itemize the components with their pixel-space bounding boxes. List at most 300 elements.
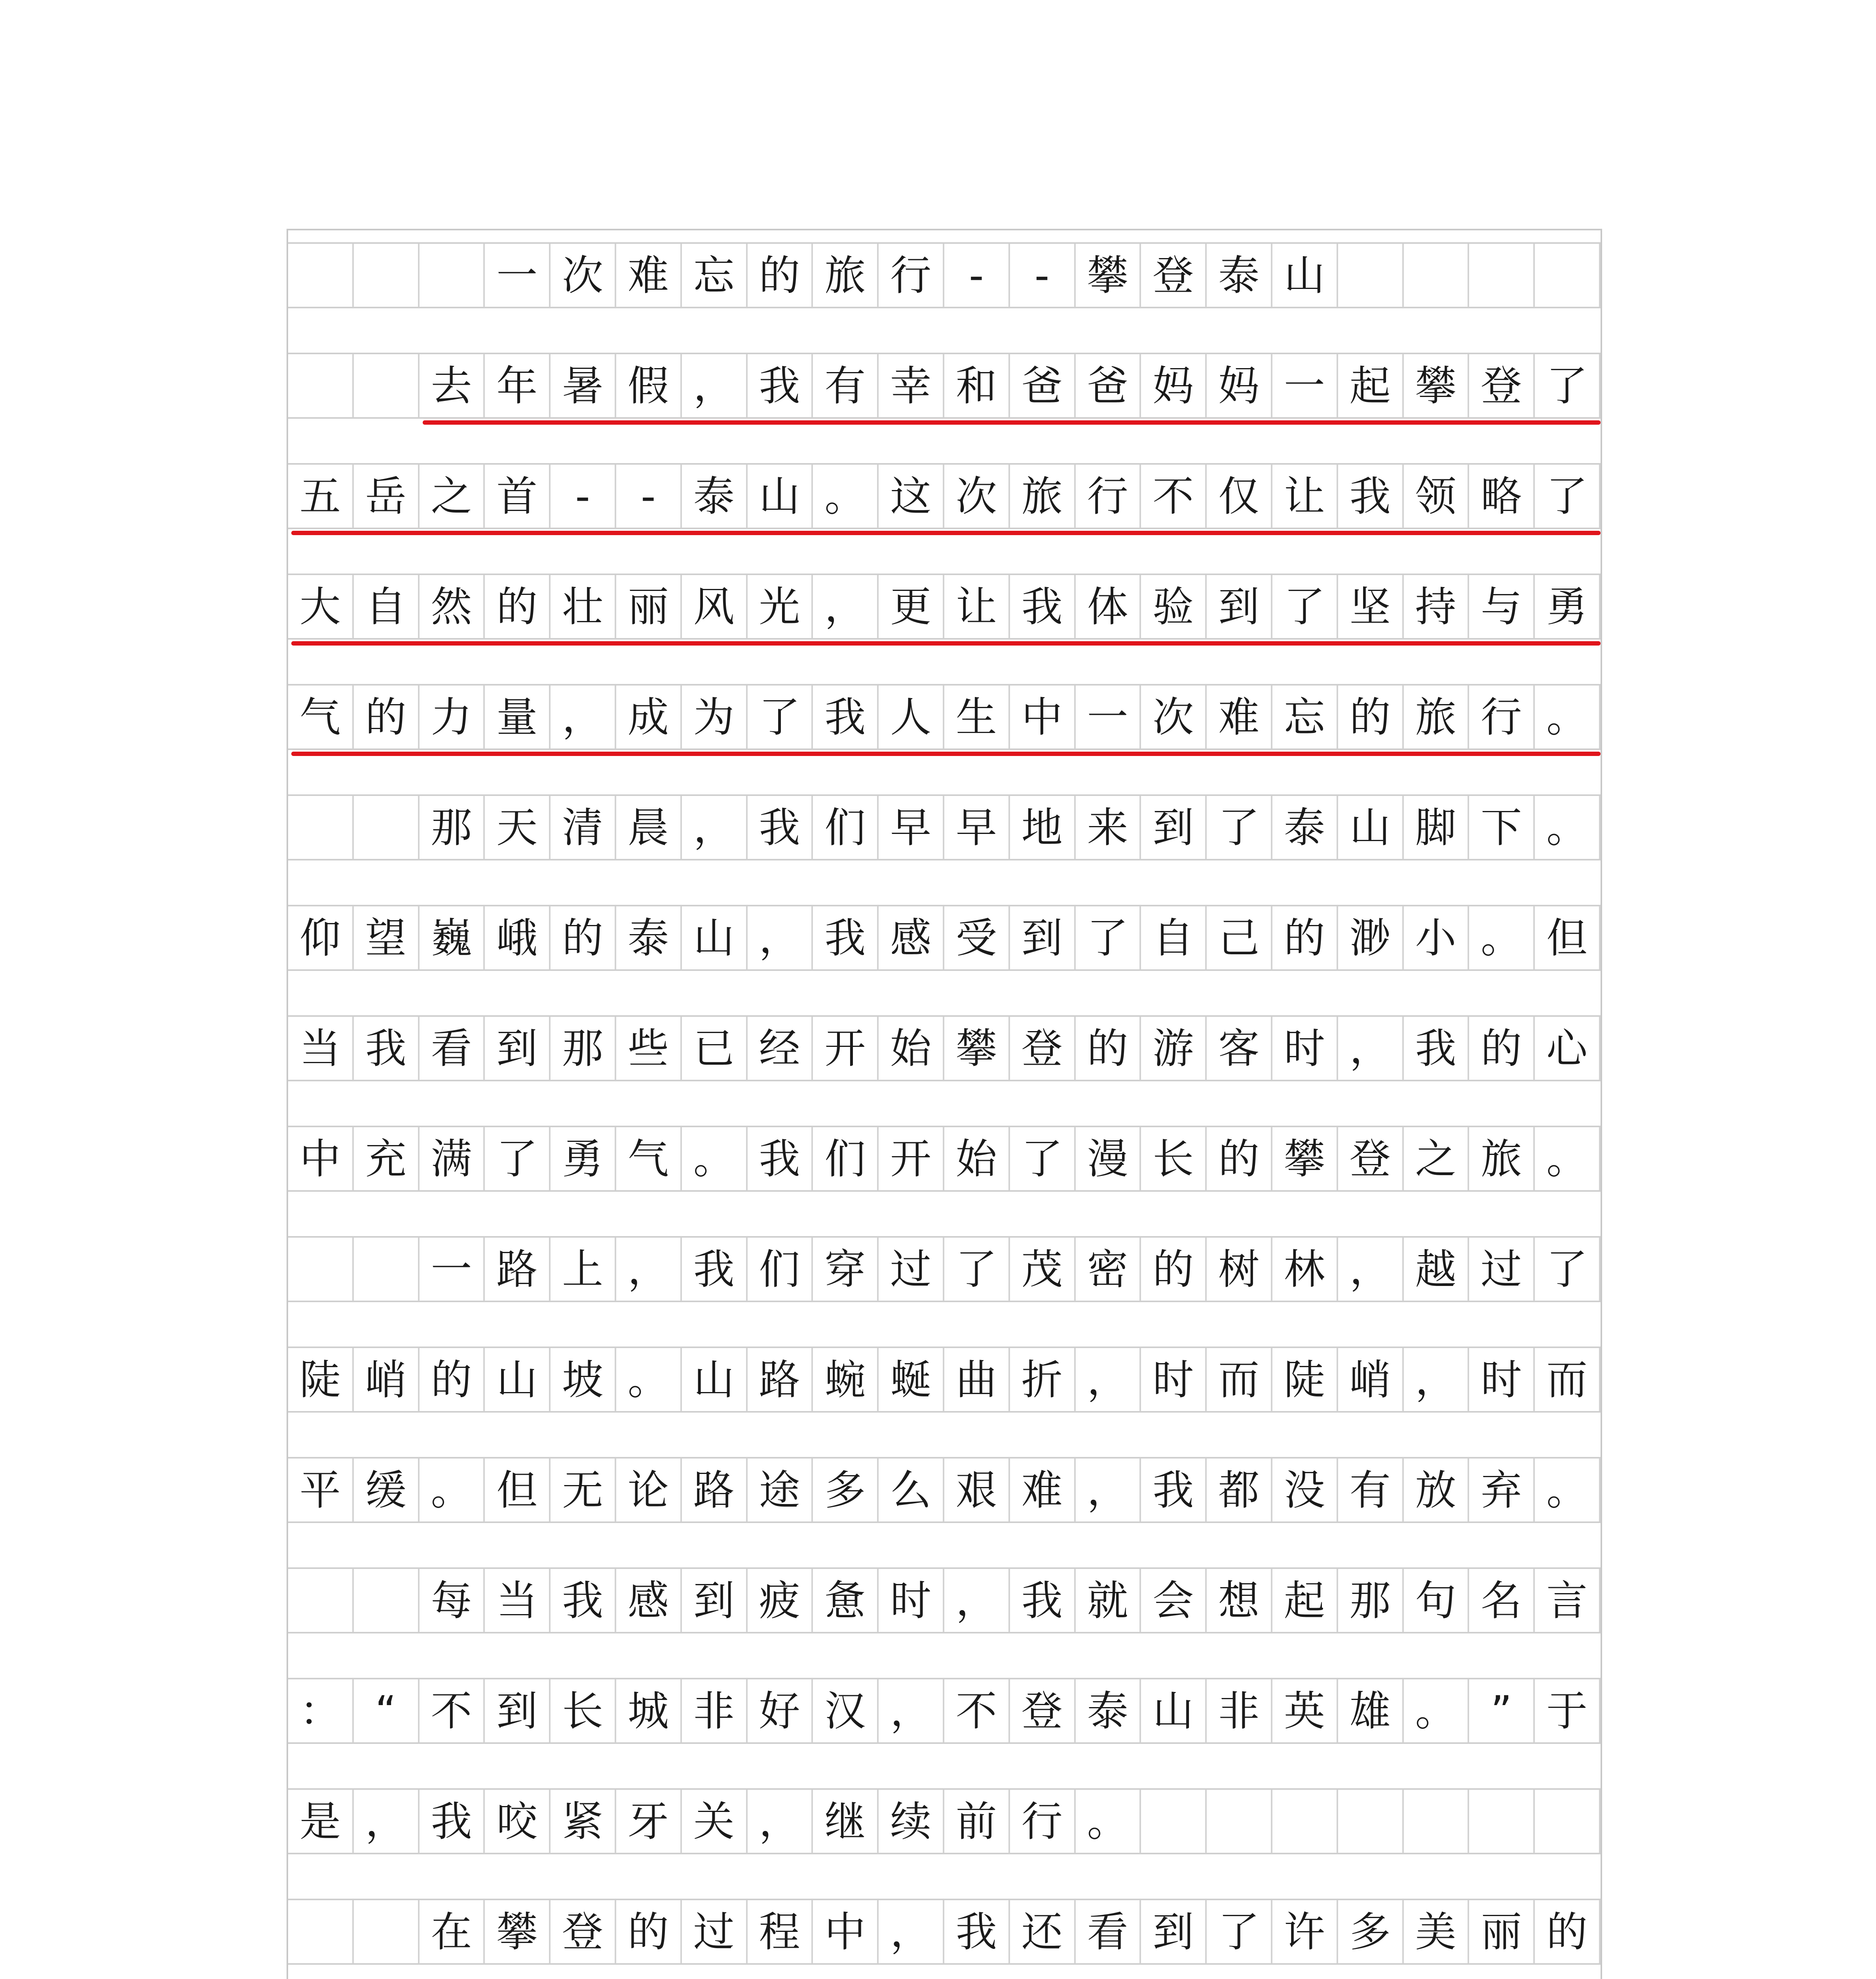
grid-cell: 充: [354, 1127, 420, 1190]
grid-cell: 疲: [748, 1569, 813, 1632]
grid-cell: 勇: [1535, 575, 1601, 638]
red-underline: [291, 752, 1601, 756]
grid-cell: 还: [1010, 1900, 1076, 1963]
grid-cell: 首: [485, 465, 551, 528]
grid-cell: ，: [1076, 1348, 1141, 1411]
grid-cell: 下: [1469, 796, 1535, 859]
grid-cell: [1404, 1790, 1470, 1853]
grid-cell: 无: [551, 1459, 616, 1521]
grid-cell: 忘: [1272, 686, 1338, 748]
grid-cell: 的: [748, 244, 813, 307]
grid-cell: 峭: [354, 1348, 420, 1411]
grid-cell: ”: [1469, 1679, 1535, 1742]
grid-cell: 雄: [1338, 1679, 1404, 1742]
grid-cell: ，: [1338, 1238, 1404, 1301]
grid-cell: 妈: [1141, 354, 1207, 417]
grid-cell: 巍: [420, 906, 485, 969]
grid-cell: 心: [1535, 1017, 1601, 1080]
grid-cell: 坡: [551, 1348, 616, 1411]
grid-cell: 们: [813, 1127, 879, 1190]
grid-cell: 渺: [1338, 906, 1404, 969]
grid-cell: 旅: [1010, 465, 1076, 528]
grid-cell: 感: [879, 906, 944, 969]
grid-cell: 过: [1469, 1238, 1535, 1301]
grid-cell: 行: [1010, 1790, 1076, 1853]
grid-cell: 非: [682, 1679, 748, 1742]
grid-cell: 天: [485, 796, 551, 859]
grid-cell: 但: [485, 1459, 551, 1521]
grid-cell: 。: [1535, 796, 1601, 859]
grid-row: [288, 353, 1601, 419]
grid-row: [288, 463, 1601, 529]
grid-row: [288, 1457, 1601, 1523]
grid-cell: 。: [1535, 1127, 1601, 1190]
grid-cell: 多: [813, 1459, 879, 1521]
grid-cell: [354, 796, 420, 859]
grid-cell: 攀: [1076, 244, 1141, 307]
grid-cell: 和: [944, 354, 1010, 417]
grid-cell: 次: [551, 244, 616, 307]
grid-cell: [1338, 1790, 1404, 1853]
grid-cell: 爸: [1010, 354, 1076, 417]
grid-cell: 缓: [354, 1459, 420, 1521]
grid-cell: 小: [1404, 906, 1470, 969]
grid-cell: 更: [879, 575, 944, 638]
grid-cell: 起: [1272, 1569, 1338, 1632]
grid-cell: 。: [1535, 1459, 1601, 1521]
grid-row: [288, 1347, 1601, 1413]
grid-cell: 不: [944, 1679, 1010, 1742]
grid-cell: 时: [1141, 1348, 1207, 1411]
grid-cell: 让: [944, 575, 1010, 638]
grid-cell: 美: [1404, 1900, 1470, 1963]
grid-cell: 之: [420, 465, 485, 528]
grid-cell: ，: [682, 354, 748, 417]
grid-cell: 论: [616, 1459, 682, 1521]
grid-row: [288, 794, 1601, 860]
grid-cell: 途: [748, 1459, 813, 1521]
grid-cell: 行: [879, 244, 944, 307]
grid-cell: 行: [1076, 465, 1141, 528]
grid-row: [288, 574, 1601, 640]
grid-cell: 开: [879, 1127, 944, 1190]
grid-cell: [1338, 244, 1404, 307]
grid-cell: 艰: [944, 1459, 1010, 1521]
grid-cell: 五: [288, 465, 354, 528]
grid-cell: 始: [944, 1127, 1010, 1190]
grid-cell: 了: [1010, 1127, 1076, 1190]
grid-cell: 晨: [616, 796, 682, 859]
grid-cell: 早: [944, 796, 1010, 859]
grid-cell: 仅: [1207, 465, 1272, 528]
grid-cell: 泰: [616, 906, 682, 969]
grid-cell: 山: [1338, 796, 1404, 859]
grid-cell: 旅: [813, 244, 879, 307]
grid-cell: 领: [1404, 465, 1470, 528]
grid-cell: 中: [813, 1900, 879, 1963]
grid-cell: 当: [485, 1569, 551, 1632]
grid-cell: 自: [1141, 906, 1207, 969]
grid-cell: 去: [420, 354, 485, 417]
grid-cell: 我: [813, 906, 879, 969]
grid-cell: 攀: [1404, 354, 1470, 417]
grid-cell: 牙: [616, 1790, 682, 1853]
grid-cell: 我: [1338, 465, 1404, 528]
grid-cell: 幸: [879, 354, 944, 417]
grid-cell: 英: [1272, 1679, 1338, 1742]
grid-cell: 到: [1141, 1900, 1207, 1963]
grid-cell: 自: [354, 575, 420, 638]
grid-cell: 了: [1207, 1900, 1272, 1963]
grid-cell: 验: [1141, 575, 1207, 638]
grid-cell: ，: [748, 906, 813, 969]
grid-cell: 弃: [1469, 1459, 1535, 1521]
grid-cell: 的: [1076, 1017, 1141, 1080]
grid-cell: 。: [1535, 686, 1601, 748]
grid-cell: 了: [1535, 1238, 1601, 1301]
grid-cell: 与: [1469, 575, 1535, 638]
grid-cell: 的: [1535, 1900, 1601, 1963]
grid-cell: 的: [1338, 686, 1404, 748]
grid-cell: 的: [1141, 1238, 1207, 1301]
grid-cell: [354, 354, 420, 417]
grid-cell: 的: [1469, 1017, 1535, 1080]
grid-cell: 句: [1404, 1569, 1470, 1632]
grid-cell: 来: [1076, 796, 1141, 859]
grid-cell: 。: [616, 1348, 682, 1411]
grid-cell: 都: [1207, 1459, 1272, 1521]
grid-cell: ，: [616, 1238, 682, 1301]
grid-cell: 一: [420, 1238, 485, 1301]
grid-cell: [1535, 1790, 1601, 1853]
grid-cell: 想: [1207, 1569, 1272, 1632]
grid-cell: 路: [748, 1348, 813, 1411]
grid-row: [288, 1236, 1601, 1302]
grid-cell: 了: [1207, 796, 1272, 859]
grid-cell: 我: [1141, 1459, 1207, 1521]
grid-cell: 汉: [813, 1679, 879, 1742]
grid-cell: 的: [354, 686, 420, 748]
grid-cell: 丽: [1469, 1900, 1535, 1963]
grid-cell: ：: [288, 1679, 354, 1742]
grid-cell: 的: [1272, 906, 1338, 969]
grid-cell: 我: [1010, 1569, 1076, 1632]
grid-cell: 越: [1404, 1238, 1470, 1301]
grid-cell: [354, 1900, 420, 1963]
grid-cell: [288, 1900, 354, 1963]
grid-cell: 峭: [1338, 1348, 1404, 1411]
grid-cell: 上: [551, 1238, 616, 1301]
grid-cell: 地: [1010, 796, 1076, 859]
grid-cell: 了: [485, 1127, 551, 1190]
grid-cell: 漫: [1076, 1127, 1141, 1190]
composition-sheet: [287, 229, 1602, 1979]
grid-cell: 气: [616, 1127, 682, 1190]
grid-cell: 山: [748, 465, 813, 528]
grid-cell: 但: [1535, 906, 1601, 969]
grid-cell: 持: [1404, 575, 1470, 638]
grid-cell: 我: [944, 1900, 1010, 1963]
grid-row: [288, 1678, 1601, 1744]
grid-cell: 力: [420, 686, 485, 748]
grid-cell: ，: [813, 575, 879, 638]
grid-cell: 看: [1076, 1900, 1141, 1963]
grid-cell: 名: [1469, 1569, 1535, 1632]
grid-cell: 陡: [288, 1348, 354, 1411]
grid-cell: 那: [420, 796, 485, 859]
grid-cell: ，: [1076, 1459, 1141, 1521]
grid-cell: 。: [1469, 906, 1535, 969]
grid-cell: 而: [1207, 1348, 1272, 1411]
grid-cell: 了: [1076, 906, 1141, 969]
grid-cell: 登: [1338, 1127, 1404, 1190]
grid-cell: 城: [616, 1679, 682, 1742]
grid-cell: [1207, 1790, 1272, 1853]
grid-cell: 脚: [1404, 796, 1470, 859]
grid-cell: 不: [420, 1679, 485, 1742]
grid-cell: 言: [1535, 1569, 1601, 1632]
grid-cell: 紧: [551, 1790, 616, 1853]
grid-cell: 中: [1010, 686, 1076, 748]
grid-cell: 是: [288, 1790, 354, 1853]
grid-row: [288, 242, 1601, 308]
grid-cell: -: [1010, 244, 1076, 307]
grid-cell: 山: [1141, 1679, 1207, 1742]
grid-cell: 假: [616, 354, 682, 417]
grid-cell: 的: [485, 575, 551, 638]
grid-row: [288, 1788, 1601, 1854]
grid-cell: 山: [1272, 244, 1338, 307]
grid-cell: 了: [944, 1238, 1010, 1301]
grid-cell: [288, 796, 354, 859]
grid-cell: ，: [354, 1790, 420, 1853]
grid-cell: [1469, 1790, 1535, 1853]
grid-cell: 泰: [1076, 1679, 1141, 1742]
grid-cell: 勇: [551, 1127, 616, 1190]
grid-cell: 续: [879, 1790, 944, 1853]
grid-cell: 那: [1338, 1569, 1404, 1632]
grid-cell: 登: [1010, 1017, 1076, 1080]
grid-cell: 妈: [1207, 354, 1272, 417]
grid-cell: ，: [551, 686, 616, 748]
grid-cell: 受: [944, 906, 1010, 969]
grid-cell: 了: [748, 686, 813, 748]
grid-cell: 感: [616, 1569, 682, 1632]
grid-cell: 曲: [944, 1348, 1010, 1411]
grid-cell: 的: [1207, 1127, 1272, 1190]
grid-cell: 泰: [1272, 796, 1338, 859]
grid-cell: 过: [879, 1238, 944, 1301]
grid-cell: 非: [1207, 1679, 1272, 1742]
grid-cell: 山: [485, 1348, 551, 1411]
grid-cell: 蜿: [813, 1348, 879, 1411]
grid-cell: 略: [1469, 465, 1535, 528]
grid-row: [288, 1899, 1601, 1965]
grid-cell: 看: [420, 1017, 485, 1080]
grid-cell: 到: [682, 1569, 748, 1632]
grid-cell: 旅: [1469, 1127, 1535, 1190]
grid-cell: 难: [616, 244, 682, 307]
grid-cell: 平: [288, 1459, 354, 1521]
grid-cell: 我: [551, 1569, 616, 1632]
grid-cell: 次: [944, 465, 1010, 528]
grid-cell: 泰: [682, 465, 748, 528]
grid-cell: 登: [1010, 1679, 1076, 1742]
grid-cell: 然: [420, 575, 485, 638]
grid-cell: ，: [879, 1900, 944, 1963]
grid-cell: 我: [1404, 1017, 1470, 1080]
grid-cell: 们: [813, 796, 879, 859]
grid-cell: 游: [1141, 1017, 1207, 1080]
grid-cell: ，: [748, 1790, 813, 1853]
grid-cell: 没: [1272, 1459, 1338, 1521]
grid-cell: 折: [1010, 1348, 1076, 1411]
grid-cell: 些: [616, 1017, 682, 1080]
grid-cell: [354, 1569, 420, 1632]
grid-cell: ，: [1338, 1017, 1404, 1080]
red-underline: [291, 641, 1601, 646]
grid-cell: [1404, 244, 1470, 307]
grid-cell: 旅: [1404, 686, 1470, 748]
grid-cell: 的: [616, 1900, 682, 1963]
red-underline: [291, 531, 1601, 535]
grid-cell: 我: [1010, 575, 1076, 638]
grid-cell: 一: [485, 244, 551, 307]
grid-cell: 路: [485, 1238, 551, 1301]
grid-cell: 登: [1469, 354, 1535, 417]
grid-cell: 茂: [1010, 1238, 1076, 1301]
grid-cell: 难: [1207, 686, 1272, 748]
grid-cell: [420, 244, 485, 307]
grid-cell: 穿: [813, 1238, 879, 1301]
grid-cell: 这: [879, 465, 944, 528]
grid-cell: 峨: [485, 906, 551, 969]
grid-cell: 年: [485, 354, 551, 417]
grid-cell: 。: [682, 1127, 748, 1190]
grid-cell: 那: [551, 1017, 616, 1080]
grid-cell: 于: [1535, 1679, 1601, 1742]
grid-cell: 继: [813, 1790, 879, 1853]
grid-cell: 生: [944, 686, 1010, 748]
grid-cell: 每: [420, 1569, 485, 1632]
grid-cell: [1272, 1790, 1338, 1853]
grid-cell: 早: [879, 796, 944, 859]
grid-cell: 登: [1141, 244, 1207, 307]
grid-cell: 我: [748, 354, 813, 417]
grid-cell: 程: [748, 1900, 813, 1963]
grid-cell: 行: [1469, 686, 1535, 748]
grid-cell: 不: [1141, 465, 1207, 528]
grid-cell: -: [616, 465, 682, 528]
grid-cell: 丽: [616, 575, 682, 638]
grid-cell: 我: [420, 1790, 485, 1853]
grid-cell: 么: [879, 1459, 944, 1521]
grid-cell: [354, 1238, 420, 1301]
grid-cell: 之: [1404, 1127, 1470, 1190]
grid-cell: 密: [1076, 1238, 1141, 1301]
grid-cell: 攀: [944, 1017, 1010, 1080]
grid-cell: ，: [879, 1679, 944, 1742]
grid-cell: 难: [1010, 1459, 1076, 1521]
grid-cell: 登: [551, 1900, 616, 1963]
grid-cell: 我: [682, 1238, 748, 1301]
grid-cell: 忘: [682, 244, 748, 307]
grid-cell: 风: [682, 575, 748, 638]
grid-cell: 。: [420, 1459, 485, 1521]
grid-cell: 暑: [551, 354, 616, 417]
grid-cell: 陡: [1272, 1348, 1338, 1411]
grid-cell: -: [944, 244, 1010, 307]
grid-cell: 的: [420, 1348, 485, 1411]
grid-cell: 我: [354, 1017, 420, 1080]
grid-cell: 放: [1404, 1459, 1470, 1521]
grid-cell: 我: [813, 686, 879, 748]
grid-cell: 清: [551, 796, 616, 859]
red-underline: [423, 420, 1601, 425]
grid-cell: 而: [1535, 1348, 1601, 1411]
grid-cell: “: [354, 1679, 420, 1742]
grid-cell: 好: [748, 1679, 813, 1742]
grid-cell: 。: [1076, 1790, 1141, 1853]
grid-cell: 当: [288, 1017, 354, 1080]
grid-cell: 量: [485, 686, 551, 748]
grid-cell: ，: [682, 796, 748, 859]
grid-cell: 客: [1207, 1017, 1272, 1080]
grid-cell: [1469, 244, 1535, 307]
grid-cell: 始: [879, 1017, 944, 1080]
grid-cell: 到: [1141, 796, 1207, 859]
grid-cell: 攀: [1272, 1127, 1338, 1190]
grid-cell: 一: [1076, 686, 1141, 748]
grid-cell: 多: [1338, 1900, 1404, 1963]
grid-cell: 体: [1076, 575, 1141, 638]
grid-cell: 已: [682, 1017, 748, 1080]
grid-cell: 惫: [813, 1569, 879, 1632]
grid-cell: 路: [682, 1459, 748, 1521]
grid-cell: 关: [682, 1790, 748, 1853]
grid-cell: [288, 1569, 354, 1632]
grid-cell: 光: [748, 575, 813, 638]
grid-cell: 起: [1338, 354, 1404, 417]
grid-cell: 有: [1338, 1459, 1404, 1521]
grid-cell: ，: [944, 1569, 1010, 1632]
grid-cell: [354, 244, 420, 307]
grid-cell: 会: [1141, 1569, 1207, 1632]
grid-cell: 成: [616, 686, 682, 748]
grid-cell: 望: [354, 906, 420, 969]
grid-row: [288, 1126, 1601, 1192]
grid-cell: 们: [748, 1238, 813, 1301]
grid-cell: [1141, 1790, 1207, 1853]
grid-cell: 我: [748, 796, 813, 859]
grid-cell: 许: [1272, 1900, 1338, 1963]
grid-cell: 在: [420, 1900, 485, 1963]
grid-cell: 爸: [1076, 354, 1141, 417]
grid-cell: 为: [682, 686, 748, 748]
grid-cell: 次: [1141, 686, 1207, 748]
grid-cell: 经: [748, 1017, 813, 1080]
grid-cell: 到: [485, 1679, 551, 1742]
grid-cell: 山: [682, 906, 748, 969]
grid-row: [288, 1015, 1601, 1081]
grid-cell: 中: [288, 1127, 354, 1190]
grid-row: [288, 905, 1601, 971]
grid-cell: 了: [1535, 354, 1601, 417]
grid-cell: 到: [1010, 906, 1076, 969]
grid-cell: 一: [1272, 354, 1338, 417]
grid-cell: [288, 354, 354, 417]
grid-cell: 时: [1469, 1348, 1535, 1411]
